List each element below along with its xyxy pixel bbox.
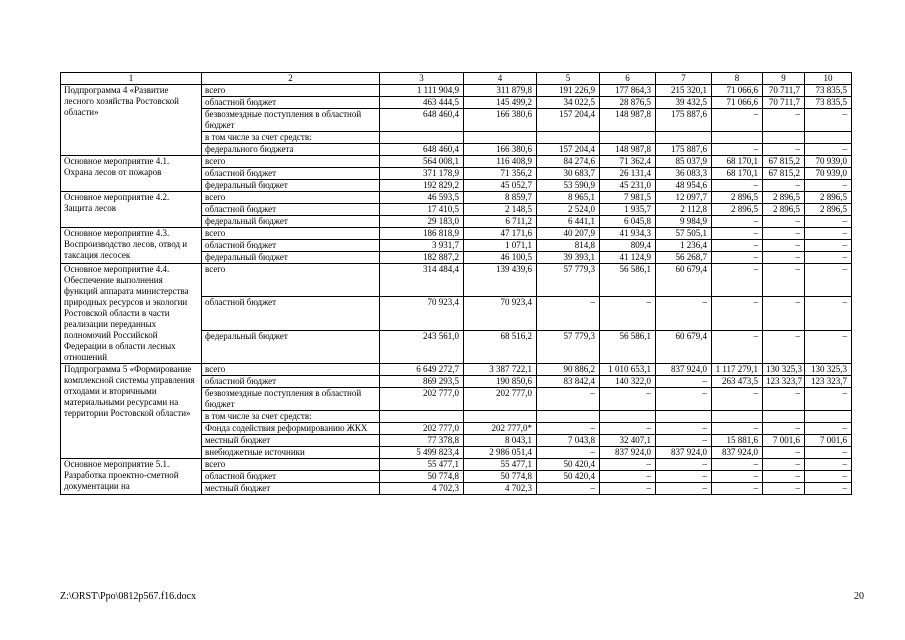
amount-cell: 39 393,1 <box>537 252 600 264</box>
amount-cell: 7 001,6 <box>805 435 852 447</box>
amount-cell: – <box>656 459 712 471</box>
amount-cell: – <box>712 330 763 363</box>
header-cell: 8 <box>712 73 763 85</box>
amount-cell: 1 935,7 <box>600 204 656 216</box>
amount-cell: – <box>763 423 805 435</box>
amount-cell: – <box>805 252 852 264</box>
amount-cell: 71 356,2 <box>464 168 537 180</box>
amount-cell: 41 934,3 <box>600 228 656 240</box>
amount-cell: 41 124,9 <box>600 252 656 264</box>
funding-source-cell: областной бюджет <box>202 297 380 330</box>
funding-source-cell: Фонда содействия реформированию ЖКХ <box>202 423 380 435</box>
program-name-cell: Основное мероприятие 5.1. Разработка проектно-сметной документации на <box>61 459 202 495</box>
amount-cell: 85 037,9 <box>656 156 712 168</box>
amount-cell: – <box>656 483 712 495</box>
amount-cell: – <box>805 423 852 435</box>
amount-cell: 5 499 823,4 <box>380 447 464 459</box>
amount-cell: 67 815,2 <box>763 168 805 180</box>
amount-cell: 182 887,2 <box>380 252 464 264</box>
amount-cell: 2 896,5 <box>805 204 852 216</box>
amount-cell: – <box>805 483 852 495</box>
amount-cell: 1 071,1 <box>464 240 537 252</box>
funding-source-cell: всего <box>202 228 380 240</box>
amount-cell: 50 420,4 <box>537 471 600 483</box>
amount-cell: 17 410,5 <box>380 204 464 216</box>
amount-cell: 215 320,1 <box>656 85 712 97</box>
amount-cell: – <box>712 180 763 192</box>
amount-cell: – <box>712 144 763 156</box>
amount-cell: 46 100,5 <box>464 252 537 264</box>
amount-cell: 2 524,0 <box>537 204 600 216</box>
amount-cell: 8 859,7 <box>464 192 537 204</box>
program-name-cell: Подпрограмма 5 «Формирование комплексной системы управления отходами и вторичными материальными ресурсами на территории Ростовской области» <box>61 364 202 459</box>
amount-cell: – <box>537 297 600 330</box>
amount-cell: 70 923,4 <box>464 297 537 330</box>
amount-cell: 56 586,1 <box>600 330 656 363</box>
amount-cell: 83 842,4 <box>537 376 600 388</box>
amount-cell: 71 066,6 <box>712 85 763 97</box>
amount-cell: – <box>763 297 805 330</box>
amount-cell: 6 649 272,7 <box>380 364 464 376</box>
amount-cell: – <box>656 376 712 388</box>
amount-cell: 45 052,7 <box>464 180 537 192</box>
amount-cell: – <box>712 483 763 495</box>
amount-cell: 57 779,3 <box>537 330 600 363</box>
amount-cell: 1 236,4 <box>656 240 712 252</box>
amount-cell: – <box>763 144 805 156</box>
amount-cell: 202 777,0 <box>380 388 464 411</box>
amount-cell: 6 711,2 <box>464 216 537 228</box>
amount-cell: 6 441,1 <box>537 216 600 228</box>
amount-cell: 202 777,0* <box>464 423 537 435</box>
amount-cell: 50 774,8 <box>464 471 537 483</box>
amount-cell: 8 043,1 <box>464 435 537 447</box>
amount-cell: – <box>537 423 600 435</box>
amount-cell: 4 702,3 <box>380 483 464 495</box>
footer-file-path: Z:\ORST\Ppo\0812p567.f16.docx <box>60 591 197 602</box>
funding-source-cell: федеральный бюджет <box>202 330 380 363</box>
amount-cell: – <box>600 471 656 483</box>
amount-cell: 148 987,8 <box>600 109 656 132</box>
amount-cell: 56 268,7 <box>656 252 712 264</box>
amount-cell: – <box>763 180 805 192</box>
amount-cell <box>805 411 852 423</box>
header-cell: 9 <box>763 73 805 85</box>
amount-cell: 55 477,1 <box>464 459 537 471</box>
amount-cell <box>763 132 805 144</box>
amount-cell: 148 987,8 <box>600 144 656 156</box>
amount-cell: 2 896,5 <box>805 192 852 204</box>
funding-source-cell: всего <box>202 156 380 168</box>
amount-cell: 73 835,5 <box>805 85 852 97</box>
amount-cell: 7 001,6 <box>763 435 805 447</box>
amount-cell: 243 561,0 <box>380 330 464 363</box>
funding-source-cell: в том числе за счет средств: <box>202 411 380 423</box>
amount-cell: 9 984,9 <box>656 216 712 228</box>
amount-cell: 166 380,6 <box>464 144 537 156</box>
amount-cell: 123 323,7 <box>805 376 852 388</box>
amount-cell: – <box>600 297 656 330</box>
amount-cell: – <box>763 216 805 228</box>
amount-cell: 263 473,5 <box>712 376 763 388</box>
header-cell: 10 <box>805 73 852 85</box>
funding-source-cell: всего <box>202 459 380 471</box>
amount-cell: – <box>656 297 712 330</box>
header-row <box>61 73 852 85</box>
amount-cell: 28 876,5 <box>600 97 656 109</box>
amount-cell: 32 407,1 <box>600 435 656 447</box>
header-cell: 2 <box>202 73 380 85</box>
amount-cell: 2 896,5 <box>712 204 763 216</box>
amount-cell: 12 097,7 <box>656 192 712 204</box>
amount-cell: 123 323,7 <box>763 376 805 388</box>
budget-table <box>60 72 852 495</box>
funding-source-cell: местный бюджет <box>202 435 380 447</box>
funding-source-cell: областной бюджет <box>202 471 380 483</box>
table-row <box>61 228 852 240</box>
amount-cell: 2 896,5 <box>763 204 805 216</box>
amount-cell <box>537 132 600 144</box>
amount-cell: 68 170,1 <box>712 156 763 168</box>
amount-cell: 8 965,1 <box>537 192 600 204</box>
amount-cell <box>600 132 656 144</box>
amount-cell <box>805 132 852 144</box>
page-number: 20 <box>854 591 864 602</box>
amount-cell <box>464 132 537 144</box>
amount-cell: 71 362,4 <box>600 156 656 168</box>
table-row <box>61 192 852 204</box>
funding-source-cell: внебюджетные источники <box>202 447 380 459</box>
amount-cell: – <box>805 240 852 252</box>
amount-cell: 190 850,6 <box>464 376 537 388</box>
table-row <box>61 459 852 471</box>
amount-cell: – <box>763 109 805 132</box>
funding-source-cell: областной бюджет <box>202 168 380 180</box>
amount-cell: 3 387 722,1 <box>464 364 537 376</box>
amount-cell <box>464 411 537 423</box>
program-name-cell: Основное мероприятие 4.2. Защита лесов <box>61 192 202 228</box>
amount-cell: 175 887,6 <box>656 109 712 132</box>
amount-cell: – <box>763 228 805 240</box>
amount-cell: 68 170,1 <box>712 168 763 180</box>
amount-cell: 70 939,0 <box>805 168 852 180</box>
amount-cell: 202 777,0 <box>380 423 464 435</box>
amount-cell: 45 231,0 <box>600 180 656 192</box>
amount-cell: 67 815,2 <box>763 156 805 168</box>
amount-cell: 6 045,8 <box>600 216 656 228</box>
amount-cell: 837 924,0 <box>712 447 763 459</box>
table-row <box>61 364 852 376</box>
header-cell: 1 <box>61 73 202 85</box>
funding-source-cell: в том числе за счет средств: <box>202 132 380 144</box>
amount-cell: 7 981,5 <box>600 192 656 204</box>
amount-cell: – <box>805 447 852 459</box>
amount-cell: 70 923,4 <box>380 297 464 330</box>
amount-cell: 564 008,1 <box>380 156 464 168</box>
amount-cell: 56 586,1 <box>600 264 656 297</box>
amount-cell: 70 711,7 <box>763 85 805 97</box>
amount-cell: – <box>712 459 763 471</box>
program-name-cell: Подпрограмма 4 «Развитие лесного хозяйства Ростовской области» <box>61 85 202 156</box>
amount-cell: 130 325,3 <box>805 364 852 376</box>
amount-cell: – <box>805 264 852 297</box>
amount-cell <box>712 411 763 423</box>
amount-cell: 177 864,3 <box>600 85 656 97</box>
amount-cell: 869 293,5 <box>380 376 464 388</box>
amount-cell: – <box>537 483 600 495</box>
funding-source-cell: всего <box>202 85 380 97</box>
amount-cell: 30 683,7 <box>537 168 600 180</box>
amount-cell: 837 924,0 <box>600 447 656 459</box>
amount-cell: – <box>763 447 805 459</box>
amount-cell: – <box>763 264 805 297</box>
table-row <box>61 156 852 168</box>
amount-cell: 48 954,6 <box>656 180 712 192</box>
amount-cell: 648 460,4 <box>380 109 464 132</box>
amount-cell: – <box>805 109 852 132</box>
amount-cell: 648 460,4 <box>380 144 464 156</box>
amount-cell: 157 204,4 <box>537 109 600 132</box>
amount-cell: – <box>712 240 763 252</box>
amount-cell <box>656 411 712 423</box>
amount-cell: 57 779,3 <box>537 264 600 297</box>
amount-cell <box>380 411 464 423</box>
amount-cell: 60 679,4 <box>656 264 712 297</box>
amount-cell: 26 131,4 <box>600 168 656 180</box>
funding-source-cell: всего <box>202 192 380 204</box>
amount-cell: 2 112,8 <box>656 204 712 216</box>
amount-cell: – <box>712 228 763 240</box>
amount-cell: 29 183,0 <box>380 216 464 228</box>
amount-cell: 1 117 279,1 <box>712 364 763 376</box>
amount-cell: – <box>712 109 763 132</box>
amount-cell: 311 879,8 <box>464 85 537 97</box>
amount-cell: – <box>712 297 763 330</box>
amount-cell: – <box>805 180 852 192</box>
amount-cell: – <box>805 459 852 471</box>
amount-cell: 2 896,5 <box>763 192 805 204</box>
program-name-cell: Основное мероприятие 4.1. Охрана лесов от пожаров <box>61 156 202 192</box>
amount-cell: – <box>763 459 805 471</box>
funding-source-cell: областной бюджет <box>202 97 380 109</box>
amount-cell: 837 924,0 <box>656 364 712 376</box>
amount-cell: – <box>712 471 763 483</box>
amount-cell: 77 378,8 <box>380 435 464 447</box>
amount-cell: 53 590,9 <box>537 180 600 192</box>
amount-cell <box>537 411 600 423</box>
amount-cell <box>712 132 763 144</box>
amount-cell: 4 702,3 <box>464 483 537 495</box>
amount-cell: – <box>656 388 712 411</box>
amount-cell: – <box>712 423 763 435</box>
amount-cell: 60 679,4 <box>656 330 712 363</box>
header-cell: 4 <box>464 73 537 85</box>
amount-cell <box>600 411 656 423</box>
amount-cell: – <box>763 240 805 252</box>
funding-source-cell: безвозмездные поступления в областной бюджет <box>202 388 380 411</box>
amount-cell: 70 711,7 <box>763 97 805 109</box>
amount-cell: 809,4 <box>600 240 656 252</box>
amount-cell: 34 022,5 <box>537 97 600 109</box>
amount-cell: 166 380,6 <box>464 109 537 132</box>
amount-cell: 2 148,5 <box>464 204 537 216</box>
amount-cell: 175 887,6 <box>656 144 712 156</box>
amount-cell: 192 829,2 <box>380 180 464 192</box>
amount-cell: 145 499,2 <box>464 97 537 109</box>
amount-cell: – <box>656 435 712 447</box>
amount-cell: 90 886,2 <box>537 364 600 376</box>
amount-cell: – <box>763 483 805 495</box>
amount-cell: 837 924,0 <box>656 447 712 459</box>
amount-cell: 130 325,3 <box>763 364 805 376</box>
amount-cell: – <box>805 144 852 156</box>
funding-source-cell: федерального бюджета <box>202 144 380 156</box>
amount-cell: 36 083,3 <box>656 168 712 180</box>
table-row <box>61 85 852 97</box>
amount-cell: 50 774,8 <box>380 471 464 483</box>
amount-cell: – <box>805 297 852 330</box>
amount-cell: 50 420,4 <box>537 459 600 471</box>
amount-cell: 40 207,9 <box>537 228 600 240</box>
amount-cell <box>763 411 805 423</box>
amount-cell: – <box>805 388 852 411</box>
funding-source-cell: федеральный бюджет <box>202 252 380 264</box>
amount-cell: – <box>805 330 852 363</box>
amount-cell: – <box>656 471 712 483</box>
funding-source-cell: областной бюджет <box>202 240 380 252</box>
amount-cell: 68 516,2 <box>464 330 537 363</box>
amount-cell: 202 777,0 <box>464 388 537 411</box>
amount-cell: – <box>600 388 656 411</box>
amount-cell: 157 204,4 <box>537 144 600 156</box>
amount-cell: 116 408,9 <box>464 156 537 168</box>
amount-cell: 463 444,5 <box>380 97 464 109</box>
funding-source-cell: областной бюджет <box>202 376 380 388</box>
funding-source-cell: всего <box>202 364 380 376</box>
funding-source-cell: местный бюджет <box>202 483 380 495</box>
amount-cell: 2 986 051,4 <box>464 447 537 459</box>
amount-cell: 371 178,9 <box>380 168 464 180</box>
amount-cell: – <box>712 216 763 228</box>
amount-cell: – <box>805 471 852 483</box>
amount-cell: 1 010 653,1 <box>600 364 656 376</box>
amount-cell: – <box>763 471 805 483</box>
amount-cell: – <box>763 388 805 411</box>
amount-cell: 7 043,8 <box>537 435 600 447</box>
amount-cell: – <box>712 252 763 264</box>
amount-cell: 2 896,5 <box>712 192 763 204</box>
amount-cell: 3 931,7 <box>380 240 464 252</box>
funding-source-cell: областной бюджет <box>202 204 380 216</box>
amount-cell <box>380 132 464 144</box>
amount-cell: – <box>763 252 805 264</box>
amount-cell: 47 171,6 <box>464 228 537 240</box>
funding-source-cell: безвозмездные поступления в областной бюджет <box>202 109 380 132</box>
amount-cell: 140 322,0 <box>600 376 656 388</box>
funding-source-cell: федеральный бюджет <box>202 216 380 228</box>
header-cell: 7 <box>656 73 712 85</box>
amount-cell: – <box>656 423 712 435</box>
amount-cell: – <box>763 330 805 363</box>
amount-cell: – <box>712 388 763 411</box>
table-row <box>61 264 852 297</box>
amount-cell: – <box>600 483 656 495</box>
amount-cell: 814,8 <box>537 240 600 252</box>
amount-cell: 15 881,6 <box>712 435 763 447</box>
amount-cell: 314 484,4 <box>380 264 464 297</box>
header-cell: 5 <box>537 73 600 85</box>
amount-cell: 57 505,1 <box>656 228 712 240</box>
amount-cell: 39 432,5 <box>656 97 712 109</box>
amount-cell: – <box>600 459 656 471</box>
amount-cell: 1 111 904,9 <box>380 85 464 97</box>
amount-cell: 55 477,1 <box>380 459 464 471</box>
program-name-cell: Основное мероприятие 4.3. Воспроизводство лесов, отвод и таксация лесосек <box>61 228 202 264</box>
amount-cell: 186 818,9 <box>380 228 464 240</box>
amount-cell: 46 593,5 <box>380 192 464 204</box>
amount-cell: – <box>537 447 600 459</box>
amount-cell: – <box>537 388 600 411</box>
amount-cell: 84 274,6 <box>537 156 600 168</box>
header-cell: 6 <box>600 73 656 85</box>
amount-cell: – <box>712 264 763 297</box>
amount-cell: 71 066,6 <box>712 97 763 109</box>
amount-cell: 70 939,0 <box>805 156 852 168</box>
amount-cell: 191 226,9 <box>537 85 600 97</box>
amount-cell: – <box>805 228 852 240</box>
funding-source-cell: всего <box>202 264 380 297</box>
funding-source-cell: федеральный бюджет <box>202 180 380 192</box>
amount-cell: – <box>805 216 852 228</box>
header-cell: 3 <box>380 73 464 85</box>
program-name-cell: Основное мероприятие 4.4. Обеспечение выполнения функций аппарата министерства природных ресурсов и экологии Ростовской области в части реализации переданных полномочий Российской Федерации в области лесных отношений <box>61 264 202 364</box>
amount-cell <box>656 132 712 144</box>
amount-cell: 139 439,6 <box>464 264 537 297</box>
amount-cell: 73 835,5 <box>805 97 852 109</box>
amount-cell: – <box>600 423 656 435</box>
table-body <box>61 73 852 495</box>
